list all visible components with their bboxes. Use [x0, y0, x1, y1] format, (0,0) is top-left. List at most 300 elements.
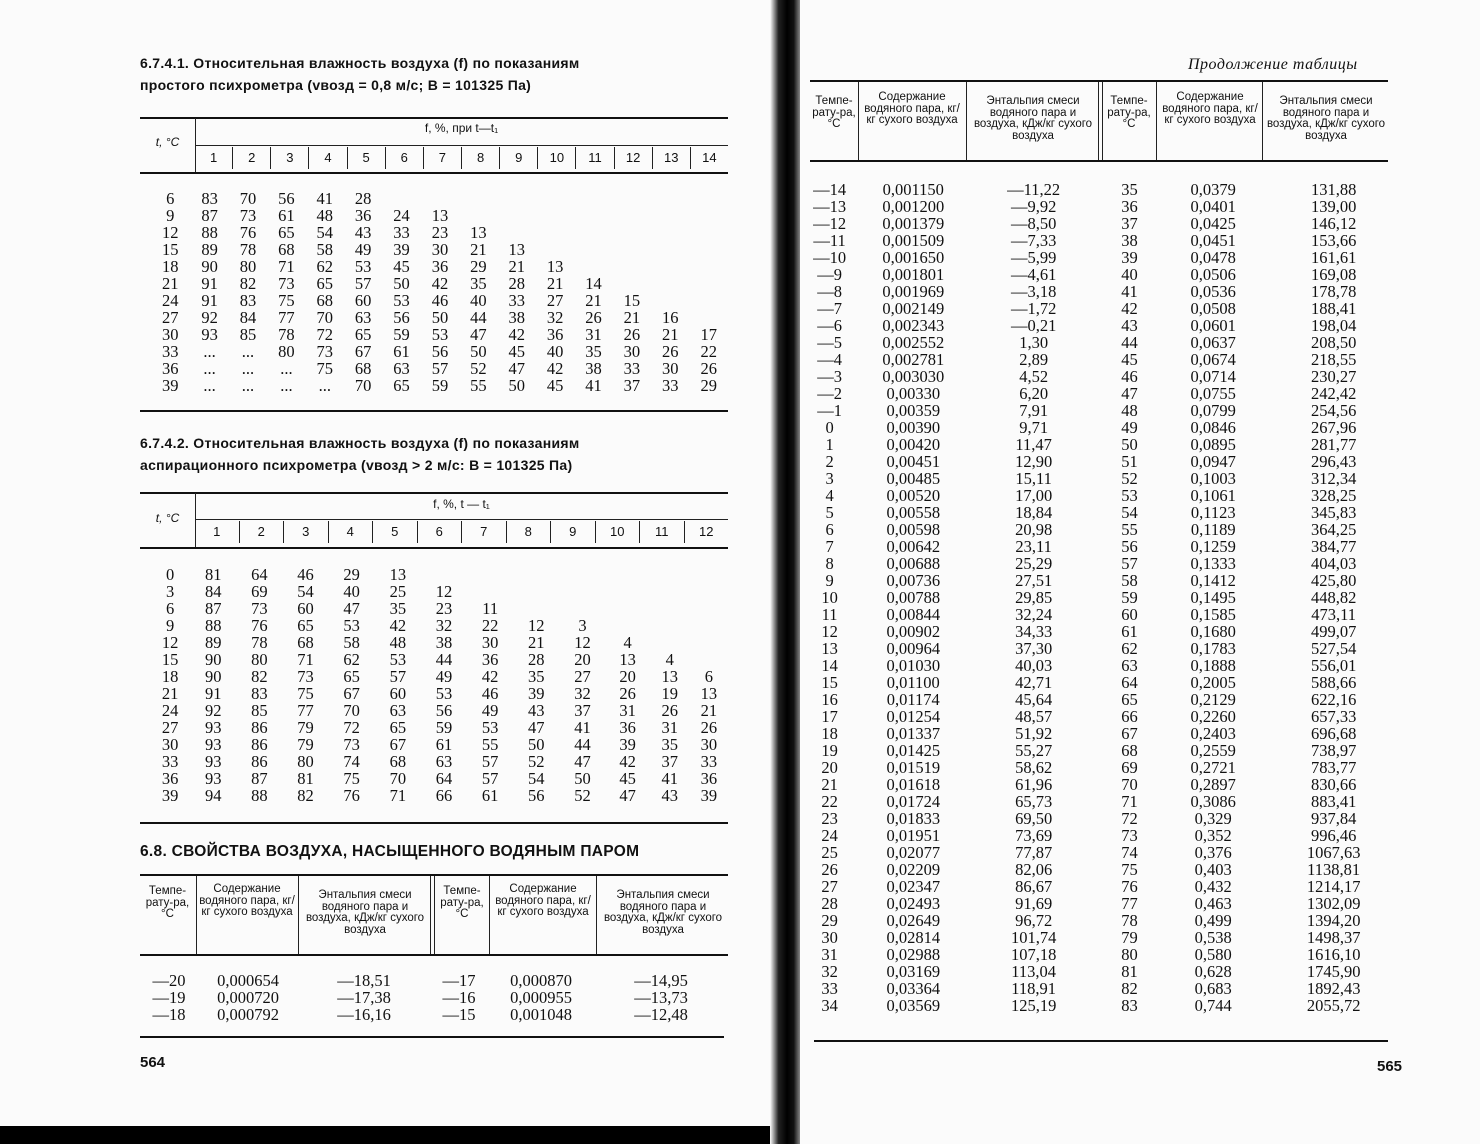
- table-row: [800, 317, 1400, 334]
- table-cell: 89: [204, 633, 222, 652]
- table-674-2-caption-line1: 6.7.4.2. Относительная влажность воздуха (f) по показаниям: [140, 435, 580, 451]
- table-cell: 208,50: [1310, 333, 1357, 352]
- table-row: [800, 538, 1400, 555]
- table-cell: 556,01: [1310, 656, 1357, 675]
- table-cell: 0,02077: [886, 843, 941, 862]
- table-cell: 44: [435, 650, 453, 669]
- table-cell: 0,00485: [886, 469, 941, 488]
- table-cell: 60: [1121, 605, 1138, 624]
- table-cell: 0,1123: [1190, 503, 1236, 522]
- header-divider: [966, 82, 967, 160]
- table-cell: 83: [1121, 996, 1138, 1015]
- table-cell: 71: [278, 257, 295, 276]
- table-cell: 0,02649: [886, 911, 941, 930]
- table-row: [150, 651, 728, 668]
- table-row: [150, 787, 728, 804]
- table-cell: 738,97: [1310, 741, 1357, 760]
- table-cell: 54: [316, 223, 334, 242]
- table-row: [800, 470, 1400, 487]
- table-cell: 93: [204, 735, 222, 754]
- table-row: [800, 861, 1400, 878]
- table-cell: 28: [508, 274, 525, 293]
- table-cell: 31: [821, 945, 838, 964]
- table-cell: 24: [821, 826, 838, 845]
- table-cell: 55: [481, 735, 499, 754]
- header-divider: [596, 876, 597, 954]
- table-rule: [140, 954, 728, 956]
- table-cell: 0,000654: [217, 971, 279, 990]
- diff-header: 11: [639, 521, 684, 543]
- table-cell: 94: [204, 786, 222, 805]
- table-cell: 27: [161, 308, 179, 327]
- table-cell: 26: [700, 718, 718, 737]
- table-cell: 54: [528, 769, 545, 788]
- table-cell: 65: [316, 274, 334, 293]
- table-cell: 63: [354, 308, 372, 327]
- table-row: [800, 334, 1400, 351]
- table-cell: 46: [1121, 367, 1138, 386]
- table-cell: 70: [354, 376, 372, 395]
- table-cell: 696,68: [1310, 724, 1357, 743]
- table-cell: 64: [435, 769, 453, 788]
- table-cell: 11: [821, 605, 838, 624]
- table-cell: 657,33: [1310, 707, 1357, 726]
- table-cell: 63: [1121, 656, 1138, 675]
- table-row: [800, 708, 1400, 725]
- table-cell: 0,0425: [1190, 214, 1236, 233]
- table-rule: [140, 822, 728, 824]
- table-cell: 52: [1121, 469, 1138, 488]
- table-cell: 65,73: [1015, 792, 1053, 811]
- table-cell: 28: [354, 189, 372, 208]
- table-cell: 20: [821, 758, 838, 777]
- table-cell: —12: [813, 214, 847, 233]
- table-row: [150, 275, 728, 292]
- table-cell: 30: [431, 240, 449, 259]
- table-rule: [140, 172, 728, 174]
- table-rule: [814, 1040, 1388, 1042]
- table-row: [800, 198, 1400, 215]
- table-674-2-body: [150, 566, 728, 804]
- table-cell: 0,00330: [886, 384, 941, 403]
- table-cell: 12,90: [1015, 452, 1053, 471]
- temp-header: Темпе-рату-ра, °C: [440, 885, 484, 920]
- table-cell: 153,66: [1310, 231, 1357, 250]
- table-cell: 30: [700, 735, 718, 754]
- table-row: [800, 504, 1400, 521]
- table-cell: [606, 600, 650, 617]
- diff-header: 8: [506, 521, 551, 543]
- table-cell: 48: [1121, 401, 1138, 420]
- table-row: [800, 572, 1400, 589]
- table-cell: 58: [343, 633, 360, 652]
- table-cell: 0,376: [1194, 843, 1232, 862]
- table-cell: 12: [161, 223, 179, 242]
- table-cell: 49: [481, 701, 499, 720]
- table-cell: 46: [481, 684, 499, 703]
- table-cell: 54: [1121, 503, 1138, 522]
- table-cell: 63: [393, 359, 410, 378]
- table-cell: 27: [161, 718, 179, 737]
- table-cell: 0,001048: [510, 1005, 572, 1024]
- temp-header: Темпе-рату-ра, °C: [145, 885, 190, 920]
- table-674-1-caption-line1: 6.7.4.1. Относительная влажность воздуха (f) по показаниям: [140, 55, 580, 71]
- table-cell: 20,98: [1015, 520, 1053, 539]
- table-row: [150, 617, 728, 634]
- diff-headers: [195, 521, 728, 543]
- table-cell: [689, 309, 728, 326]
- table-cell: 63: [389, 701, 407, 720]
- table-cell: 36: [161, 769, 179, 788]
- table-cell: 78: [239, 240, 257, 259]
- table-cell: 0,002781: [882, 350, 945, 369]
- table-cell: 0,1259: [1190, 537, 1236, 556]
- table-cell: 473,11: [1311, 605, 1357, 624]
- row-header: t, °C: [155, 511, 180, 525]
- table-cell: 36: [354, 206, 372, 225]
- table-cell: 0,683: [1194, 979, 1232, 998]
- table-row: [800, 215, 1400, 232]
- table-cell: 0,0637: [1190, 333, 1236, 352]
- table-cell: 0,001200: [882, 197, 945, 216]
- table-cell: 39: [700, 786, 718, 805]
- table-cell: 6: [825, 520, 834, 539]
- table-cell: 0,001801: [882, 265, 945, 284]
- table-row: [150, 207, 728, 224]
- table-cell: 0,432: [1194, 877, 1232, 896]
- table-cell: 6,20: [1019, 384, 1049, 403]
- table-cell: 13: [619, 650, 636, 669]
- table-cell: —8,50: [1010, 214, 1057, 233]
- table-cell: 44: [470, 308, 487, 327]
- table-cell: 26: [700, 359, 717, 378]
- table-cell: [690, 566, 728, 583]
- table-cell: 4: [665, 650, 674, 669]
- diff-header: 10: [537, 147, 575, 169]
- table-cell: 13: [389, 565, 407, 584]
- table-cell: [613, 241, 651, 258]
- table-cell: 92: [201, 308, 218, 327]
- table-cell: 68: [354, 359, 372, 378]
- table-cell: 36: [619, 718, 636, 737]
- diff-header: 2: [232, 147, 270, 169]
- diff-header: 3: [283, 521, 328, 543]
- table-cell: [513, 600, 559, 617]
- table-cell: 39: [393, 240, 410, 259]
- table-cell: 42: [619, 752, 636, 771]
- table-cell: 43: [1121, 316, 1138, 335]
- table-row: [150, 343, 728, 360]
- table-cell: 87: [251, 769, 268, 788]
- table-cell: [574, 241, 612, 258]
- table-cell: 40: [1121, 265, 1138, 284]
- table-cell: 53: [431, 325, 449, 344]
- table-cell: 41: [585, 376, 602, 395]
- table-row: [150, 600, 728, 617]
- table-cell: 0,01337: [886, 724, 941, 743]
- table-cell: —20: [152, 971, 186, 990]
- table-cell: 69,50: [1015, 809, 1053, 828]
- table-cell: 32: [546, 308, 564, 327]
- table-cell: 169,08: [1310, 265, 1357, 284]
- table-cell: 70: [343, 701, 360, 720]
- table-cell: —12,48: [634, 1005, 688, 1024]
- table-row: [800, 385, 1400, 402]
- table-cell: 0,03364: [886, 979, 941, 998]
- table-cell: 24: [393, 206, 410, 225]
- table-rule: [140, 1036, 724, 1038]
- table-cell: [606, 583, 650, 600]
- table-cell: 345,83: [1310, 503, 1357, 522]
- table-cell: 53: [481, 718, 499, 737]
- table-row: [800, 912, 1400, 929]
- diff-header: 10: [595, 521, 640, 543]
- table-cell: 61: [435, 735, 453, 754]
- table-cell: 13: [821, 639, 838, 658]
- header-double-divider: [430, 876, 435, 954]
- table-cell: 3: [578, 616, 587, 635]
- table-674-1-caption-line2: простого психрометра (vвозд = 0,8 м/с; B = 101325 Па): [140, 77, 532, 93]
- table-cell: 67: [389, 735, 407, 754]
- table-cell: 21: [508, 257, 525, 276]
- table-cell: 43: [661, 786, 678, 805]
- table-cell: 67: [343, 684, 360, 703]
- table-cell: 53: [435, 684, 453, 703]
- table-cell: 17: [821, 707, 838, 726]
- table-cell: 188,41: [1310, 299, 1357, 318]
- table-cell: 64: [251, 565, 268, 584]
- table-cell: 1616,10: [1306, 945, 1361, 964]
- table-cell: 80: [297, 752, 314, 771]
- table-cell: 87: [204, 599, 222, 618]
- header-divider: [858, 82, 859, 160]
- table-cell: [536, 190, 574, 207]
- table-cell: 45: [619, 769, 636, 788]
- table-cell: 36: [1121, 197, 1138, 216]
- table-cell: 53: [354, 257, 372, 276]
- table-674-1-body: [150, 190, 728, 394]
- table-cell: [559, 566, 605, 583]
- table-cell: 37: [574, 701, 591, 720]
- content-header: Содержание водяного пара, кг/кг сухого воздуха: [199, 883, 295, 918]
- table-cell: 75: [278, 291, 295, 310]
- table-cell: 0,2721: [1190, 758, 1236, 777]
- table-cell: 68: [389, 752, 407, 771]
- table-cell: 36: [431, 257, 449, 276]
- table-cell: 113,04: [1011, 962, 1057, 981]
- table-cell: 57: [481, 769, 499, 788]
- table-cell: 15: [161, 650, 179, 669]
- table-cell: [651, 258, 689, 275]
- table-cell: 64: [1121, 673, 1138, 692]
- table-rule: [140, 410, 728, 412]
- table-cell: ...: [280, 359, 293, 378]
- table-cell: 1394,20: [1306, 911, 1361, 930]
- table-cell: 36: [161, 359, 179, 378]
- table-cell: 30: [161, 735, 179, 754]
- table-cell: [689, 241, 728, 258]
- table-cell: 93: [201, 325, 218, 344]
- table-cell: 93: [204, 752, 222, 771]
- table-row: [800, 980, 1400, 997]
- table-cell: 38: [435, 633, 453, 652]
- table-cell: 37,30: [1015, 639, 1053, 658]
- table-cell: 35: [389, 599, 407, 618]
- table-cell: —16: [442, 988, 476, 1007]
- table-cell: 82: [297, 786, 314, 805]
- table-cell: 78: [278, 325, 295, 344]
- table-cell: 21: [662, 325, 679, 344]
- table-cell: 58,62: [1015, 758, 1053, 777]
- table-cell: 89: [201, 240, 218, 259]
- table-cell: 107,18: [1010, 945, 1057, 964]
- table-cell: 29,85: [1015, 588, 1053, 607]
- table-row: [800, 521, 1400, 538]
- table-cell: 24: [161, 291, 179, 310]
- table-row: [150, 736, 728, 753]
- table-cell: 58: [1121, 571, 1138, 590]
- table-row: [800, 946, 1400, 963]
- table-cell: —15: [442, 1005, 476, 1024]
- table-row: [800, 555, 1400, 572]
- table-cell: [574, 190, 612, 207]
- table-cell: 83: [201, 189, 218, 208]
- table-cell: 14: [821, 656, 838, 675]
- table-cell: 27: [821, 877, 838, 896]
- table-cell: 61: [1121, 622, 1138, 641]
- table-cell: 1214,17: [1306, 877, 1361, 896]
- table-row: [150, 702, 728, 719]
- enthalpy-header: Энтальпия смеси водяного пара и воздуха, кДж/кг сухого воздуха: [1266, 95, 1386, 142]
- table-cell: 73: [343, 735, 360, 754]
- diff-header: 5: [347, 147, 385, 169]
- table-cell: 0,0601: [1190, 316, 1236, 335]
- table-cell: 82: [239, 274, 257, 293]
- table-cell: 6: [704, 667, 714, 686]
- table-cell: —1: [817, 401, 842, 420]
- table-cell: 15,11: [1015, 469, 1052, 488]
- table-cell: [559, 600, 605, 617]
- table-cell: 57: [431, 359, 449, 378]
- table-cell: —3: [817, 367, 842, 386]
- table-cell: [689, 224, 728, 241]
- table-cell: 87: [201, 206, 218, 225]
- table-cell: 0,1333: [1190, 554, 1236, 573]
- table-row: [800, 674, 1400, 691]
- table-cell: 8: [825, 554, 834, 573]
- diff-headers: [195, 147, 728, 169]
- table-cell: 0,3086: [1190, 792, 1236, 811]
- table-cell: 29: [470, 257, 487, 276]
- table-cell: [690, 600, 728, 617]
- table-cell: 31: [661, 718, 678, 737]
- table-cell: 18: [161, 667, 179, 686]
- table-cell: 68: [297, 633, 314, 652]
- table-cell: 3: [165, 582, 175, 601]
- table-row: [800, 657, 1400, 674]
- table-cell: 73: [239, 206, 257, 225]
- table-cell: 883,41: [1310, 792, 1357, 811]
- page-number: 565: [1377, 1058, 1403, 1075]
- table-cell: 21: [161, 684, 179, 703]
- table-cell: 26: [662, 342, 679, 361]
- table-cell: 0,00964: [886, 639, 941, 658]
- table-cell: 45: [393, 257, 410, 276]
- table-cell: 30: [821, 928, 838, 947]
- table-cell: 54: [297, 582, 314, 601]
- table-cell: 12: [821, 622, 838, 641]
- table-cell: 35: [585, 342, 602, 361]
- table-row: [150, 668, 728, 685]
- table-cell: 50: [431, 308, 449, 327]
- table-cell: —8: [817, 282, 842, 301]
- table-row: [150, 566, 728, 583]
- table-cell: 45: [508, 342, 525, 361]
- table-cell: 42: [1121, 299, 1138, 318]
- table-cell: 57: [1121, 554, 1138, 573]
- table-row: [150, 258, 728, 275]
- table-cell: 86,67: [1015, 877, 1053, 896]
- table-cell: ...: [203, 359, 216, 378]
- table-row: [800, 793, 1400, 810]
- table-cell: 66: [435, 786, 453, 805]
- table-cell: —17,38: [337, 988, 391, 1007]
- table-cell: 49: [354, 240, 372, 259]
- table-cell: 73: [1121, 826, 1138, 845]
- table-cell: [651, 275, 689, 292]
- table-cell: 70: [389, 769, 407, 788]
- table-row: [800, 827, 1400, 844]
- table-cell: 55: [470, 376, 487, 395]
- table-cell: 0,0451: [1190, 231, 1236, 250]
- table-cell: —6: [817, 316, 842, 335]
- table-cell: 0,003030: [882, 367, 945, 386]
- diff-header: 13: [652, 147, 690, 169]
- table-cell: 20: [574, 650, 591, 669]
- table-cell: 49: [1121, 418, 1138, 437]
- table-cell: 80: [278, 342, 295, 361]
- table-cell: 47: [619, 786, 636, 805]
- table-cell: 18: [161, 257, 179, 276]
- table-cell: 0,352: [1194, 826, 1232, 845]
- scan-edge: [0, 1126, 778, 1144]
- table-cell: 75: [297, 684, 314, 703]
- table-cell: 281,77: [1310, 435, 1357, 454]
- table-cell: —1,72: [1010, 299, 1057, 318]
- diff-header: 4: [308, 147, 346, 169]
- table-cell: [650, 617, 690, 634]
- table-cell: 267,96: [1310, 418, 1357, 437]
- table-cell: 1138,81: [1307, 860, 1361, 879]
- table-cell: 9: [165, 616, 175, 635]
- table-cell: 49: [435, 667, 453, 686]
- table-cell: 13: [661, 667, 678, 686]
- temp-header: Темпе-рату-ра, °C: [812, 95, 856, 130]
- table-cell: 59: [431, 376, 449, 395]
- table-cell: 52: [574, 786, 591, 805]
- continuation-body: [800, 181, 1400, 1014]
- table-cell: 16: [662, 308, 679, 327]
- table-cell: 0,02988: [886, 945, 941, 964]
- table-cell: 0,1585: [1190, 605, 1236, 624]
- table-row: [150, 326, 728, 343]
- enthalpy-header: Энтальпия смеси водяного пара и воздуха, кДж/кг сухого воздуха: [305, 889, 425, 936]
- table-cell: 44: [574, 735, 591, 754]
- table-cell: 71: [389, 786, 407, 805]
- table-cell: —16,16: [337, 1005, 391, 1024]
- table-cell: 425,80: [1310, 571, 1357, 590]
- table-row: [800, 368, 1400, 385]
